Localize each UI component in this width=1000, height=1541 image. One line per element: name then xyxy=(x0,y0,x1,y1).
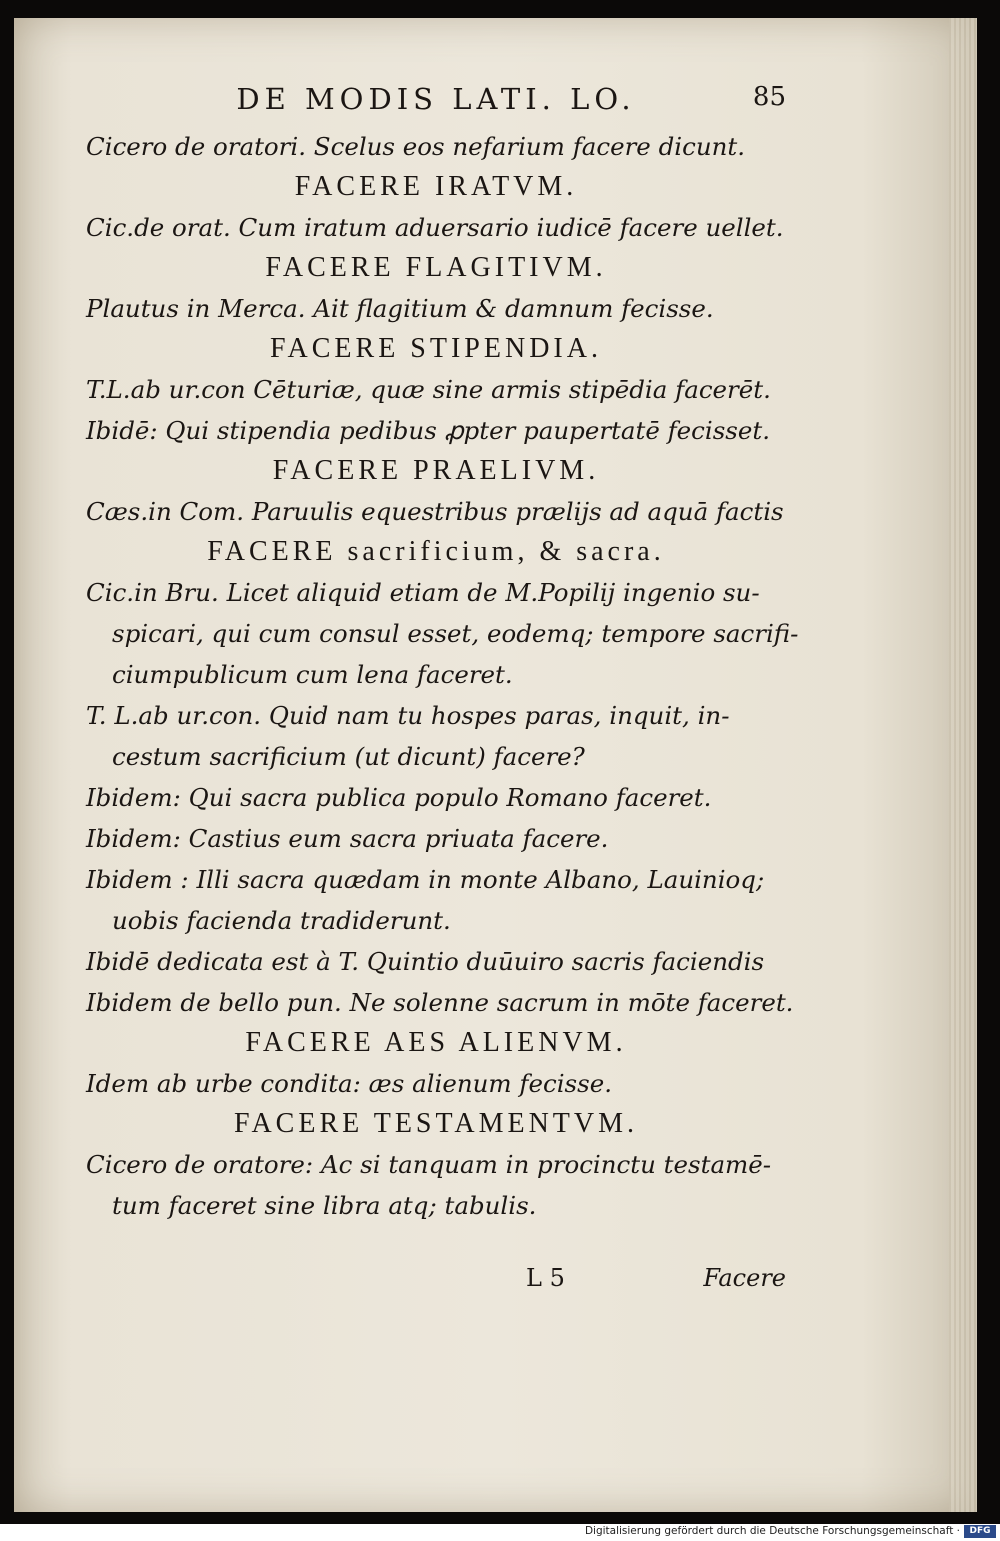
section-heading: FACERE STIPENDIA. xyxy=(270,333,602,364)
text-line: spicari, qui cum consul esset, eodemq; tempore sacrifi- xyxy=(112,619,799,648)
text-line: Ibidē dedicata est à T. Quintio duūuiro sacris faciendis xyxy=(86,947,765,976)
text-block xyxy=(86,82,799,1226)
section-heading: FACERE IRATVM. xyxy=(294,171,578,202)
running-head xyxy=(86,82,786,126)
credit-bar xyxy=(0,1524,1000,1541)
text-line: cestum sacrificium (ut dicunt) facere? xyxy=(112,742,585,771)
dfg-logo: DFG xyxy=(964,1525,996,1538)
page-edge xyxy=(949,18,977,1512)
catchword: Facere xyxy=(703,1264,786,1292)
text-line: tum faceret sine libra atq; tabulis. xyxy=(112,1191,537,1220)
text-line: Cæs.in Com. Paruulis equestribus prælijs ad aquā factis xyxy=(86,497,784,526)
page-footer xyxy=(86,1264,786,1304)
section-heading: FACERE AES ALIENVM. xyxy=(245,1027,627,1058)
text-line: uobis facienda tradiderunt. xyxy=(112,906,451,935)
text-line: Ibidē: Qui stipendia pedibus ꝓpter paupertatē fecisset. xyxy=(86,416,771,445)
section-heading: FACERE FLAGITIVM. xyxy=(265,252,607,283)
text-line: T. L.ab ur.con. Quid nam tu hospes paras, inquit, in- xyxy=(86,701,730,730)
text-line: Cicero de oratori. Scelus eos nefarium facere dicunt. xyxy=(86,132,746,161)
running-head-title: DE MODIS LATI. LO. xyxy=(236,82,636,116)
credit-text: Digitalisierung gefördert durch die Deutsche Forschungsgemeinschaft · xyxy=(584,1525,960,1537)
section-heading: FACERE sacrificium, & sacra. xyxy=(207,536,665,567)
text-line: Cicero de oratore: Ac si tanquam in procinctu testamē- xyxy=(86,1150,772,1179)
text-line: Plautus in Merca. Ait flagitium & damnum fecisse. xyxy=(86,294,714,323)
folio-number: 85 xyxy=(752,82,786,112)
text-line: Cic.de orat. Cum iratum aduersario iudicē facere uellet. xyxy=(86,213,784,242)
text-line: Cic.in Bru. Licet aliquid etiam de M.Popilij ingenio su- xyxy=(86,578,760,607)
text-line: Ibidem: Qui sacra publica populo Romano faceret. xyxy=(86,783,712,812)
text-line: Ibidem de bello pun. Ne solenne sacrum in mōte faceret. xyxy=(86,988,794,1017)
text-line: Idem ab urbe condita: æs alienum fecisse. xyxy=(86,1069,612,1098)
text-line: T.L.ab ur.con Cēturiæ, quæ sine armis stipēdia facerēt. xyxy=(86,375,771,404)
text-line: Ibidem : Illi sacra quædam in monte Albano, Lauinioq; xyxy=(86,865,765,894)
signature-mark: L 5 xyxy=(526,1264,565,1292)
section-heading: FACERE TESTAMENTVM. xyxy=(233,1108,639,1139)
section-heading: FACERE PRAELIVM. xyxy=(272,455,600,486)
text-line: ciumpublicum cum lena faceret. xyxy=(112,660,513,689)
text-lines xyxy=(86,126,799,1226)
text-line: Ibidem: Castius eum sacra priuata facere. xyxy=(86,824,609,853)
